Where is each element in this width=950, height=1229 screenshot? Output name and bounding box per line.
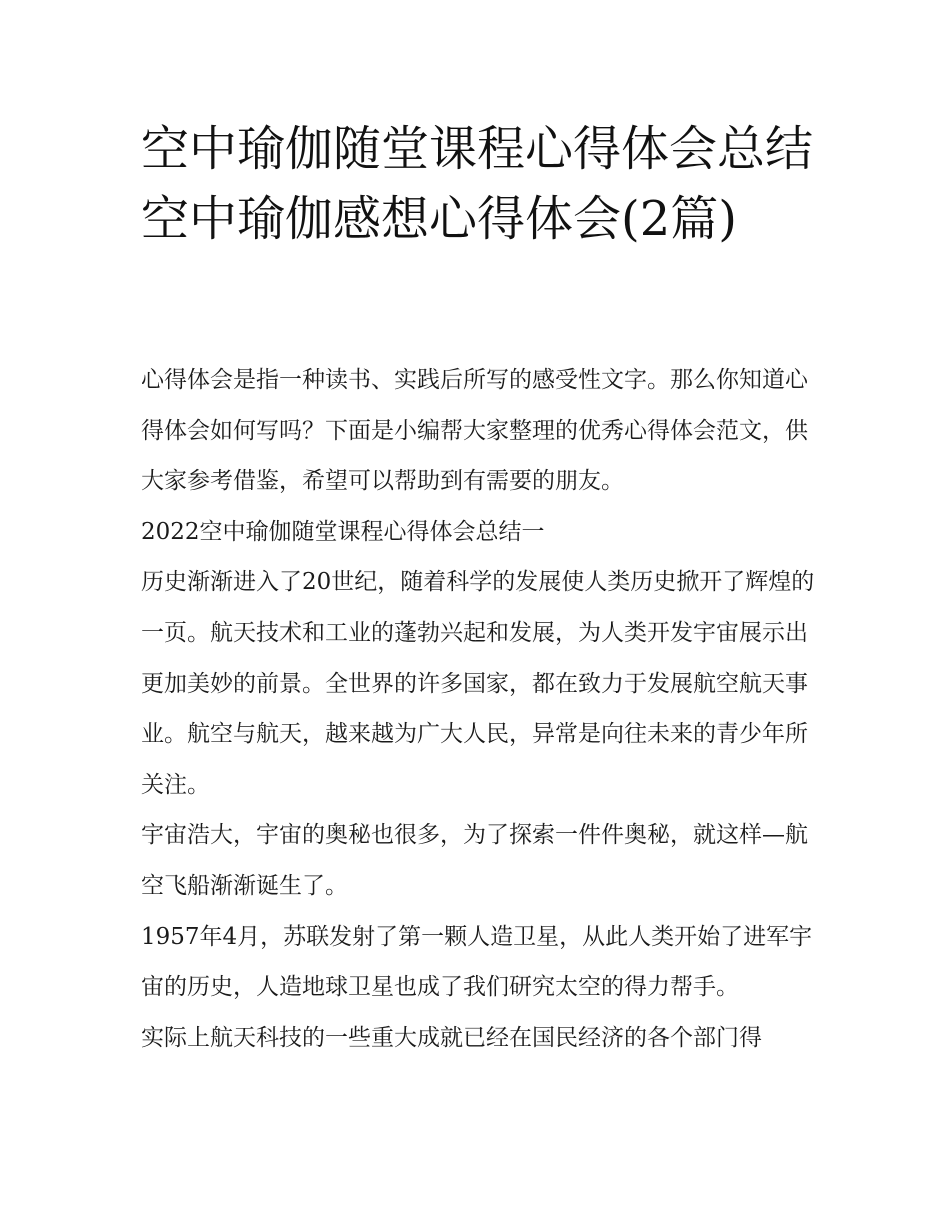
- paragraph: 1957年4月，苏联发射了第一颗人造卫星，从此人类开始了进军宇宙的历史，人造地球卫星也成了我们研究太空的得力帮手。: [141, 923, 813, 1001]
- paragraph: 历史渐渐进入了20世纪，随着科学的发展使人类历史掀开了辉煌的一页。航天技术和工业的蓬勃兴起和发展，为人类开发宇宙展示出更加美妙的前景。全世界的许多国家，都在致力于发展航空航天事业。航空与航天，越来越为广大人民，异常是向往未来的青少年所关注。: [141, 569, 815, 798]
- document-title: 空中瑜伽随堂课程心得体会总结 空中瑜伽感想心得体会(2篇): [141, 121, 814, 247]
- section-heading: 2022空中瑜伽随堂课程心得体会总结一: [141, 518, 545, 545]
- paragraph-intro: 心得体会是指一种读书、实践后所写的感受性文字。那么你知道心得体会如何写吗？下面是小编帮大家整理的优秀心得体会范文，供大家参考借鉴，希望可以帮助到有需要的朋友。: [141, 367, 808, 495]
- paragraph: 实际上航天科技的一些重大成就已经在国民经济的各个部门得: [141, 1024, 762, 1051]
- document-body: [141, 355, 821, 1063]
- paragraph: 宇宙浩大，宇宙的奥秘也很多，为了探索一件件奥秘，就这样—航空飞船渐渐诞生了。: [141, 822, 808, 899]
